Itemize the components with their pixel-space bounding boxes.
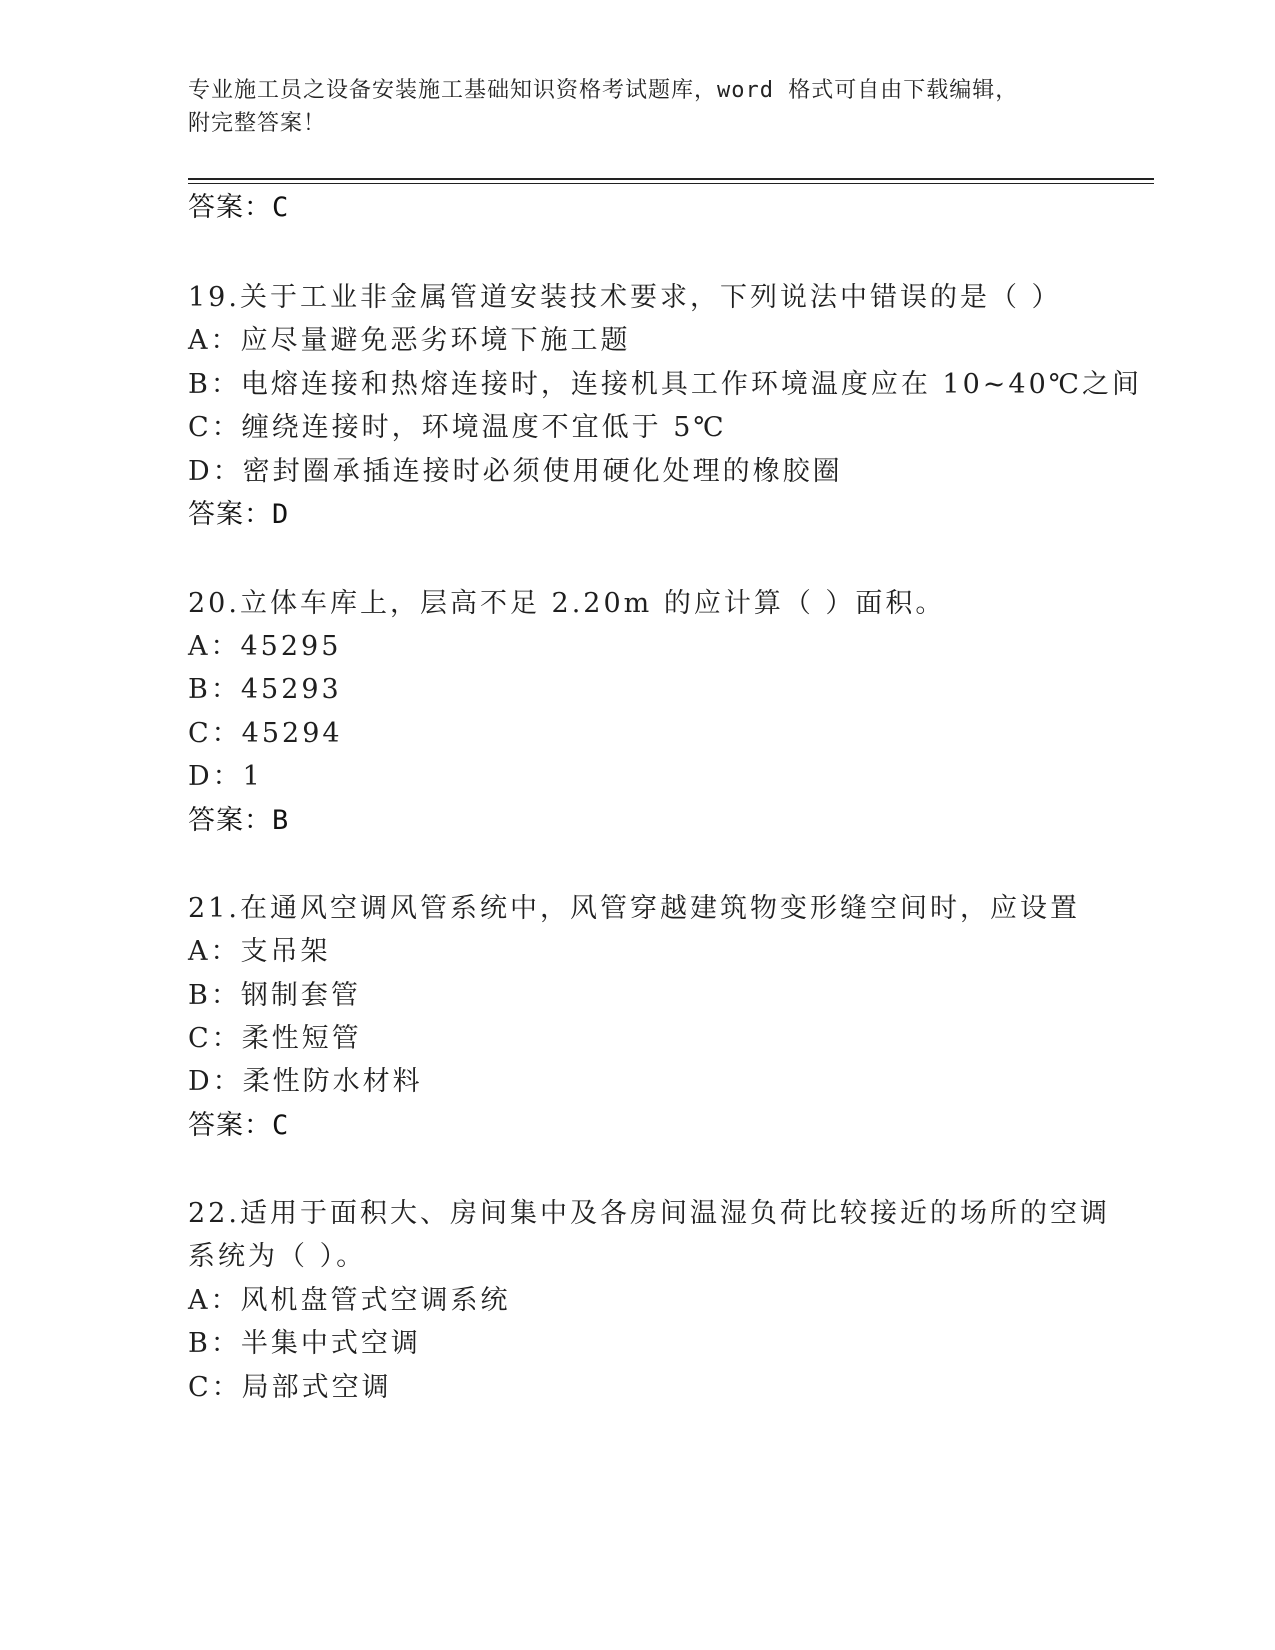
question-20-option-c: C：45294	[188, 718, 343, 749]
previous-answer: 答案：C	[188, 192, 290, 223]
question-22-option-c: C：局部式空调	[188, 1372, 392, 1403]
question-22-option-b: B：半集中式空调	[188, 1328, 421, 1359]
header-title-line-2: 附完整答案！	[188, 111, 327, 136]
question-22-option-a: A：风机盘管式空调系统	[188, 1285, 511, 1316]
question-20-option-b: B：45293	[188, 674, 342, 705]
question-21-option-c: C：柔性短管	[188, 1023, 362, 1054]
question-21-option-d: D：柔性防水材料	[188, 1066, 423, 1097]
question-21-option-a: A：支吊架	[188, 936, 331, 967]
question-21-answer: 答案：C	[188, 1110, 290, 1141]
question-19-answer: 答案：D	[188, 499, 290, 530]
question-21-option-b: B：钢制套管	[188, 980, 361, 1011]
question-19-stem: 19.关于工业非金属管道安装技术要求，下列说法中错误的是（ ）	[188, 282, 1062, 313]
question-20-option-a: A：45295	[188, 631, 342, 662]
header-rule-thin	[188, 183, 1154, 184]
document-header	[188, 74, 1068, 140]
question-22-stem-line-1: 22.适用于面积大、房间集中及各房间温湿负荷比较接近的场所的空调	[188, 1198, 1110, 1229]
question-19-option-c: C：缠绕连接时，环境温度不宜低于 5℃	[188, 412, 727, 443]
header-rule-thick	[188, 178, 1154, 180]
question-20-answer: 答案：B	[188, 805, 290, 836]
question-20-stem: 20.立体车库上，层高不足 2.20m 的应计算（ ）面积。	[188, 588, 946, 619]
question-19-option-d: D：密封圈承插连接时必须使用硬化处理的橡胶圈	[188, 456, 843, 487]
question-21-stem: 21.在通风空调风管系统中，风管穿越建筑物变形缝空间时，应设置	[188, 893, 1080, 924]
question-19-option-a: A：应尽量避免恶劣环境下施工题	[188, 325, 631, 356]
question-19-option-b: B：电熔连接和热熔连接时，连接机具工作环境温度应在 10~40℃之间	[188, 369, 1142, 400]
question-20-option-d: D：1	[188, 761, 263, 792]
header-title-line-1: 专业施工员之设备安装施工基础知识资格考试题库，word 格式可自由下载编辑，	[188, 78, 1019, 103]
question-22-stem-line-2: 系统为（ ）。	[188, 1241, 367, 1272]
